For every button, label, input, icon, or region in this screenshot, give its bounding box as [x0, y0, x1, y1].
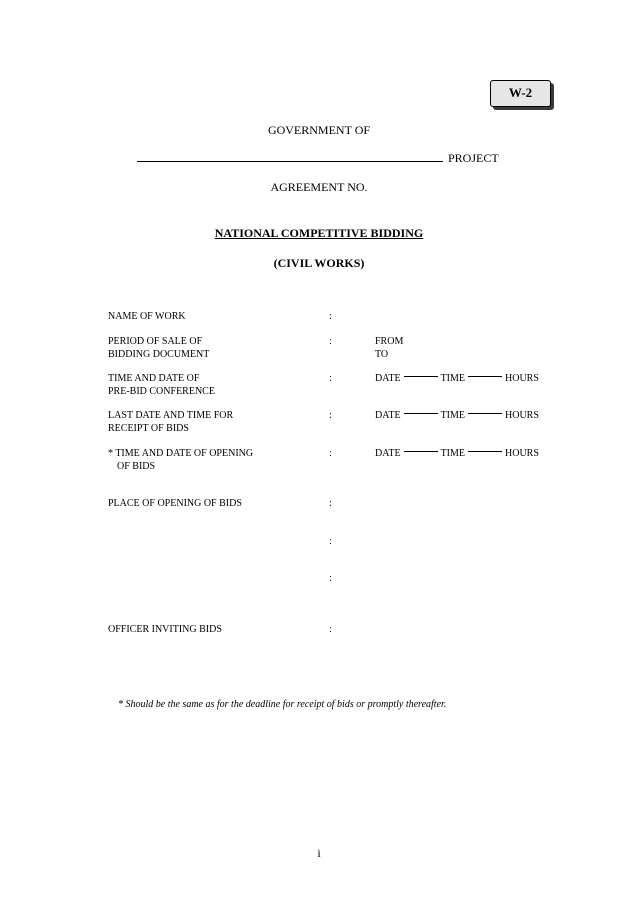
opening-time-datetime — [375, 447, 539, 460]
date-blank-line — [404, 413, 438, 414]
government-heading: GOVERNMENT OF — [267, 123, 371, 137]
blank-field-colon: : — [329, 536, 332, 547]
opening-time-label-line2: OF BIDS — [117, 461, 156, 472]
agreement-number-label: AGREEMENT NO. — [270, 180, 368, 194]
blank-field-colon: : — [329, 573, 332, 584]
date-label: DATE — [375, 448, 401, 459]
opening-time-label — [108, 447, 253, 473]
hours-label: HOURS — [505, 410, 539, 421]
time-blank-line — [468, 413, 502, 414]
time-blank-line — [468, 451, 502, 452]
prebid-conference-datetime — [375, 372, 539, 385]
opening-time-label-line1: * TIME AND DATE OF OPENING — [108, 448, 254, 459]
place-of-opening-label: PLACE OF OPENING OF BIDS — [108, 498, 242, 509]
period-of-sale-value — [375, 335, 403, 361]
period-of-sale-label-line1: PERIOD OF SALE OF — [108, 336, 203, 347]
time-label: TIME — [440, 448, 466, 459]
page-number: i — [317, 846, 321, 860]
place-of-opening-colon: : — [329, 498, 332, 509]
project-label: PROJECT — [448, 151, 499, 165]
time-label: TIME — [440, 373, 466, 384]
prebid-conference-label-line2: PRE-BID CONFERENCE — [108, 386, 215, 397]
prebid-conference-label-line1: TIME AND DATE OF — [108, 373, 200, 384]
last-date-receipt-datetime — [375, 409, 539, 422]
date-blank-line — [404, 451, 438, 452]
name-of-work-label: NAME OF WORK — [108, 311, 186, 322]
date-label: DATE — [375, 373, 401, 384]
period-to-label: TO — [375, 349, 389, 360]
period-of-sale-label-line2: BIDDING DOCUMENT — [108, 349, 210, 360]
hours-label: HOURS — [505, 373, 539, 384]
time-label: TIME — [440, 410, 466, 421]
opening-time-colon: : — [329, 448, 332, 459]
last-date-receipt-colon: : — [329, 410, 332, 421]
date-blank-line — [404, 376, 438, 377]
name-of-work-colon: : — [329, 311, 332, 322]
officer-inviting-bids-label: OFFICER INVITING BIDS — [108, 624, 222, 635]
form-code-badge: W-2 — [490, 80, 551, 107]
period-from-label: FROM — [375, 336, 404, 347]
project-name-blank-line — [137, 161, 443, 162]
period-of-sale-label — [108, 335, 209, 361]
footnote: * Should be the same as for the deadline for receipt of bids or promptly thereafter. — [118, 699, 447, 710]
date-label: DATE — [375, 410, 401, 421]
period-of-sale-colon: : — [329, 336, 332, 347]
time-blank-line — [468, 376, 502, 377]
last-date-receipt-label-line2: RECEIPT OF BIDS — [108, 423, 189, 434]
last-date-receipt-label — [108, 409, 233, 435]
hours-label: HOURS — [505, 448, 539, 459]
works-type-subtitle: (CIVIL WORKS) — [273, 256, 365, 270]
prebid-conference-label — [108, 372, 215, 398]
last-date-receipt-label-line1: LAST DATE AND TIME FOR — [108, 410, 234, 421]
officer-inviting-bids-colon: : — [329, 624, 332, 635]
bidding-type-title: NATIONAL COMPETITIVE BIDDING — [214, 226, 424, 240]
prebid-conference-colon: : — [329, 373, 332, 384]
